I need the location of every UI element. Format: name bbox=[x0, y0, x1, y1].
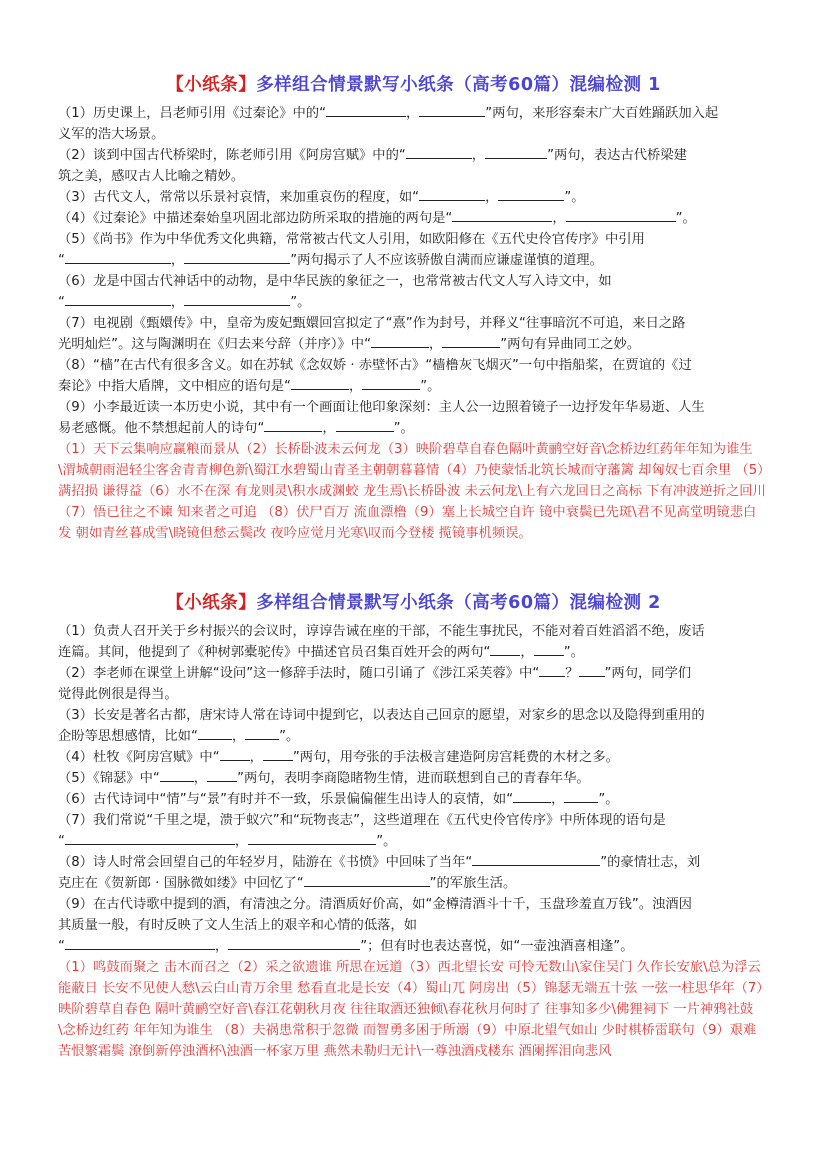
blank[interactable] bbox=[406, 145, 472, 159]
blank[interactable] bbox=[65, 936, 215, 950]
question-5: （5）《锦瑟》中“ ， ”两句，表明李商隐睹物生情，进而联想到自己的青春年华。 bbox=[58, 768, 769, 789]
blank[interactable] bbox=[160, 768, 194, 782]
blank[interactable] bbox=[539, 663, 565, 677]
section-title bbox=[58, 72, 769, 98]
question-8: （8）“樯”在古代有很多含义。如在苏轼《念奴娇 · 赤壁怀古》“樯橹灰飞烟灭”一句中指船桨，在贾谊的《过 秦论》中指大盾牌，文中相应的语句是“ ， ”。 bbox=[58, 358, 692, 394]
question-9: （9）在古代诗歌中提到的酒，有清浊之分。清酒质好价高，如“金樽清酒斗十千，玉盘珍羞直万钱”。浊酒因 其质量一般，有时反映了文人生活上的艰辛和心情的低落，如 “ ， ”；但有时也表达喜悦，如“一壶浊酒喜相逢”。 bbox=[58, 897, 692, 954]
question-1: （1）历史课上，吕老师引用《过秦论》中的“ ， ”两句，来形容秦末广大百姓踊跃加入起 义军的浩大场景。 bbox=[58, 103, 769, 145]
title-bracket-open: 【 bbox=[166, 75, 185, 95]
title-tag: 小纸条 bbox=[184, 75, 239, 95]
title-text: 多样组合情景默写小纸条（高考60篇）混编检测 1 bbox=[256, 75, 661, 95]
blank[interactable] bbox=[579, 663, 605, 677]
blank[interactable] bbox=[304, 873, 430, 887]
blank[interactable] bbox=[419, 187, 485, 201]
blank[interactable] bbox=[442, 334, 500, 348]
question-3: （3）长安是著名古都，唐宋诗人常在诗词中提到它，以表达自己回京的愿望，对家乡的思念以及隐得到重用的 企盼等思想感情，比如“ ， ”。 bbox=[58, 708, 705, 744]
blank[interactable] bbox=[472, 852, 600, 866]
blank[interactable] bbox=[336, 418, 394, 432]
question-4: （4）杜牧《阿房宫赋》中“ ， ”两句，用夸张的手法极言建造阿房宫耗费的木材之多。 bbox=[58, 747, 769, 768]
blank[interactable] bbox=[220, 747, 250, 761]
title-bracket-close: 】 bbox=[238, 75, 257, 95]
title-bracket-close: 】 bbox=[238, 593, 257, 613]
blank[interactable] bbox=[498, 187, 564, 201]
question-8: （8）诗人时常会回望自己的年轻岁月，陆游在《书愤》中回味了当年“ ”的豪情壮志，刘 克庄在《贺新郎 · 国脉微如缕》中回忆了“ ”的军旅生活。 bbox=[58, 852, 769, 894]
blank[interactable] bbox=[184, 250, 290, 264]
question-1: （1）负责人召开关于乡村振兴的会议时，谆谆告诫在座的干部，不能生事扰民，不能对着百姓滔滔不绝，废话 连篇。其间，他提到了《种树郭橐驼传》中描述官员召集百姓开会的两句“ ， ”。 bbox=[58, 624, 705, 660]
blank[interactable] bbox=[419, 103, 485, 117]
answer-key: （1）鸣鼓而聚之 击木而召之（2）采之欲遗谁 所思在远道（3）西北望长安 可怜无数山\家住吴门 久作长安旅\总为浮云能蔽日 长安不见使人愁\云白山青万余里 愁看直北是长安（4）蜀山兀 阿房出（5）锦瑟无端五十弦 一弦一柱思华年（7）映阶碧草自春色 隔叶黄鹂空好音\春江花朝秋月夜 往往取酒还独倾\春花秋月何时了 往事知多少\佛狸祠下 一片神鸦社鼓\念桥边红药 年年知为谁生 （8）夫祸患常积于忽微 而智勇多困于所溺（9）中原北望气如山 少时棋桥雷联句（9）艰难苦恨繁霜鬓 潦倒新停浊酒杯\浊酒一杯家万里 燕然未勒归无计\一尊浊酒戍楼东 酒阑挥泪向悲风 bbox=[58, 960, 763, 1059]
question-2: （2）谈到中国古代桥梁时，陈老师引用《阿房宫赋》中的“ ， ”两句，表达古代桥梁建 筑之美，感叹古人比喻之精妙。 bbox=[58, 145, 769, 187]
section-1 bbox=[58, 72, 769, 544]
question-3: （3）古代文人，常常以乐景衬哀情，来加重哀伤的程度，如“ ， ”。 bbox=[58, 187, 769, 208]
blank[interactable] bbox=[452, 208, 552, 222]
title-text: 多样组合情景默写小纸条（高考60篇）混编检测 2 bbox=[256, 593, 661, 613]
question-9: （9）小李最近读一本历史小说，其中有一个画面让他印象深刻：主人公一边照着镜子一边抒发年华易逝、人生 易老感慨。他不禁想起前人的诗句“ ， ”。 bbox=[58, 400, 705, 436]
blank[interactable] bbox=[564, 789, 598, 803]
blank[interactable] bbox=[513, 789, 551, 803]
question-7: （7）我们常说“千里之堤，溃于蚁穴”和“玩物丧志”，这些道理在《五代史伶官传序》中所体现的语句是 “ ， ”。 bbox=[58, 813, 666, 849]
blank[interactable] bbox=[207, 768, 237, 782]
blank[interactable] bbox=[248, 831, 376, 845]
section-2 bbox=[58, 590, 769, 1062]
blank[interactable] bbox=[65, 292, 171, 306]
blank[interactable] bbox=[245, 726, 279, 740]
section-title bbox=[58, 590, 769, 616]
blank[interactable] bbox=[326, 103, 406, 117]
blank[interactable] bbox=[65, 831, 235, 845]
blank[interactable] bbox=[291, 376, 349, 390]
blank[interactable] bbox=[566, 208, 676, 222]
blank[interactable] bbox=[485, 145, 547, 159]
blank[interactable] bbox=[534, 642, 564, 656]
question-4: （4）《过秦论》中描述秦始皇巩固北部边防所采取的措施的两句是“ ， ”。 bbox=[58, 208, 769, 229]
blank[interactable] bbox=[264, 418, 322, 432]
title-tag: 小纸条 bbox=[184, 593, 239, 613]
question-7: （7）电视剧《甄嬛传》中，皇帝为废妃甄嬛回宫拟定了“熹”作为封号，并释义“往事暗沉不可追，来日之路 光明灿烂”。这与陶渊明在《归去来兮辞（并序）》中“ ， ”两句有异曲同工之妙。 bbox=[58, 316, 686, 352]
question-2: （2）李老师在课堂上讲解“设问”这一修辞手法时，随口引诵了《涉江采芙蓉》中“ ？ ”两句，同学们 觉得此例很是得当。 bbox=[58, 663, 769, 705]
question-5: （5）《尚书》作为中华优秀文化典籍，常常被古代文人引用，如欧阳修在《五代史伶官传序》中引用 “ ， ”两句揭示了人不应该骄傲自满而应谦虚谨慎的道理。 bbox=[58, 232, 645, 268]
blank[interactable] bbox=[198, 726, 232, 740]
title-bracket-open: 【 bbox=[166, 593, 185, 613]
answer-key: （1）天下云集响应赢粮而景从（2）长桥卧波未云何龙（3）映阶碧草自春色隔叶黄鹂空好音\念桥边红药年年知为谁生\渭城朝雨浥轻尘客舍青青柳色新\蜀江水碧蜀山青圣主朝朝暮暮情（4）乃使蒙恬北筑长城而守藩篱 却匈奴七百余里 （5）满招损 谦得益（6）水不在深 有龙则灵\积水成渊蛟 龙生焉\长桥卧波 未云何龙\上有六龙回日之高标 下有冲波逆折之回川（7）悟已往之不谏 知来者之可追 （8）伏尸百万 流血漂橹（9）塞上长城空自许 镜中衰鬓已先斑\君不见高堂明镜悲白发 朝如青丝暮成雪\晓镜但愁云鬓改 夜吟应觉月光寒\叹而今登楼 揽镜事机频误。 bbox=[58, 442, 766, 541]
blank[interactable] bbox=[362, 376, 420, 390]
blank[interactable] bbox=[184, 292, 290, 306]
blank[interactable] bbox=[263, 747, 293, 761]
blank[interactable] bbox=[228, 936, 360, 950]
blank[interactable] bbox=[490, 642, 520, 656]
blank[interactable] bbox=[371, 334, 429, 348]
blank[interactable] bbox=[65, 250, 171, 264]
question-6: （6）古代诗词中“情”与“景”有时并不一致，乐景偏偏催生出诗人的哀情，如“ ， ”。 bbox=[58, 789, 769, 810]
question-6: （6）龙是中国古代神话中的动物，是中华民族的象征之一，也常常被古代文人写入诗文中，如 “ ， ”。 bbox=[58, 274, 612, 310]
